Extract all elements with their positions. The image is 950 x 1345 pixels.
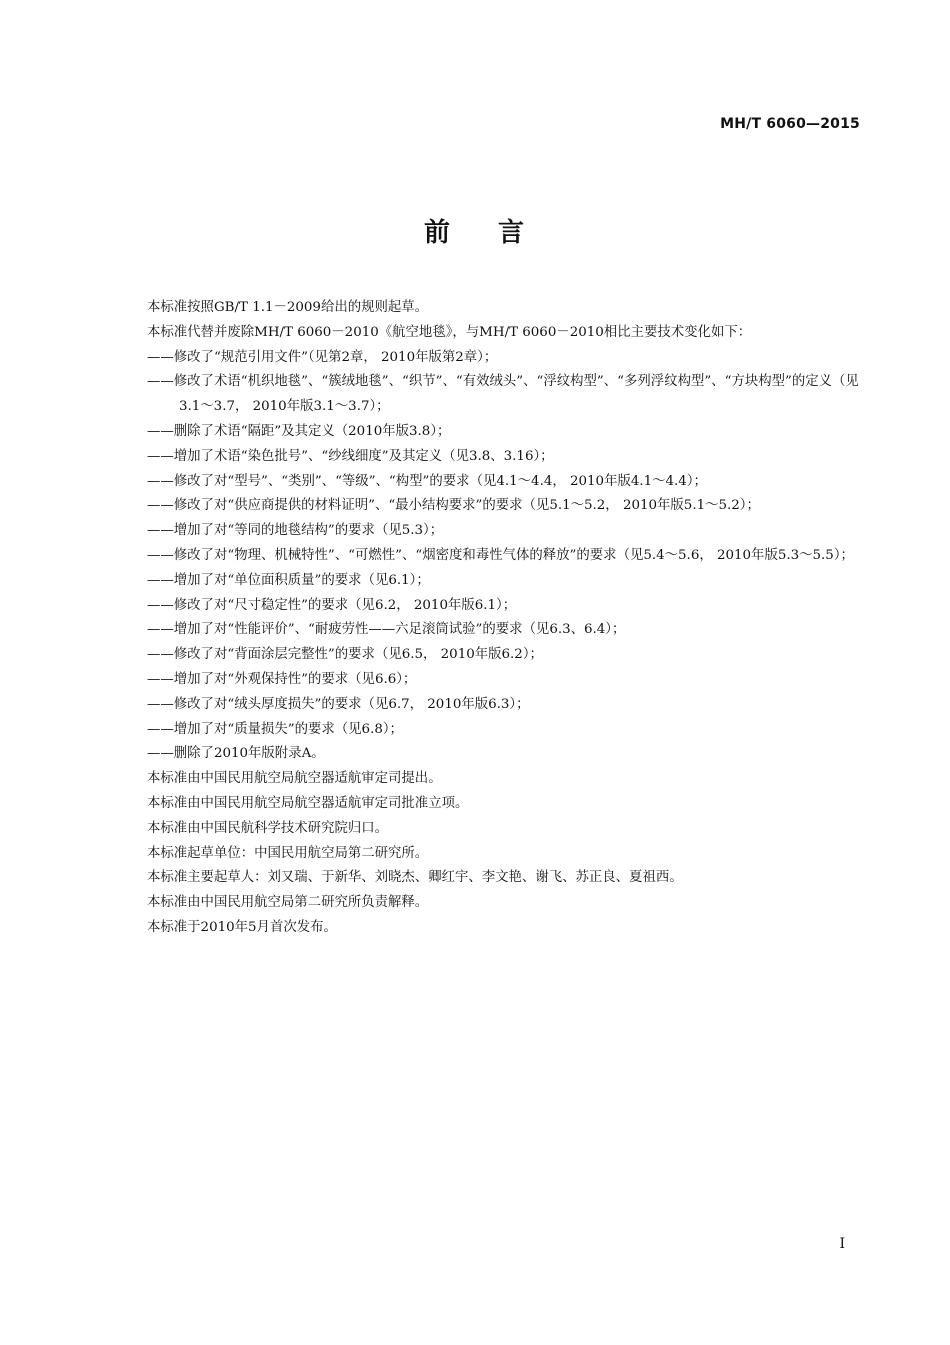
centralization-paragraph: 本标准由中国民航科学技术研究院归口。 xyxy=(147,820,389,836)
change-item: ——增加了术语“染色批号”、“纱线细度”及其定义（见3.8、3.16）； xyxy=(147,448,554,464)
change-item: ——增加了对“单位面积质量”的要求（见6.1）； xyxy=(147,572,430,588)
change-item: ——删除了术语“隔距”及其定义（2010年版3.8）； xyxy=(147,423,451,439)
drafting-rules-paragraph: 本标准按照GB/T 1.1－2009给出的规则起草。 xyxy=(147,300,429,315)
change-item: ——删除了2010年版附录A。 xyxy=(147,746,325,762)
first-release-paragraph: 本标准于2010年5月首次发布。 xyxy=(147,919,337,935)
approval-paragraph: 本标准由中国民用航空局航空器适航审定司批准立项。 xyxy=(147,795,469,811)
drafting-unit-paragraph: 本标准起草单位：中国民用航空局第二研究所。 xyxy=(147,845,429,861)
page-number: I xyxy=(839,1236,845,1252)
change-item: ——增加了对“等同的地毯结构”的要求（见5.3）； xyxy=(147,523,444,539)
change-item: ——修改了对“型号”、“类别”、“等级”、“构型”的要求（见4.1～4.4， 2010年版4.1～4.4）； xyxy=(147,473,707,489)
document-code: MH/T 6060—2015 xyxy=(720,116,860,132)
drafters-paragraph: 本标准主要起草人：刘又瑞、于新华、刘晓杰、卿红宇、李文艳、谢飞、苏正良、夏祖西。 xyxy=(147,870,683,886)
change-item: ——修改了对“背面涂层完整性”的要求（见6.5， 2010年版6.2）； xyxy=(147,647,543,663)
proposer-paragraph: 本标准由中国民用航空局航空器适航审定司提出。 xyxy=(147,771,442,787)
change-item: ——修改了术语“机织地毯”、“簇绒地毯”、“织节”、“有效绒头”、“浮纹构型”、“多列浮纹构型”、“方块构型”的定义（见3.1～3.7， 2010年版3.1～3.7）； xyxy=(147,374,859,415)
change-item: ——修改了对“供应商提供的材料证明”、“最小结构要求”的要求（见5.1～5.2， 2010年版5.1～5.2）； xyxy=(147,498,760,514)
change-item: ——增加了对“外观保持性”的要求（见6.6）； xyxy=(147,671,417,687)
change-item: ——增加了对“质量损失”的要求（见6.8）； xyxy=(147,721,403,737)
change-item: ——修改了对“绒头厚度损失”的要求（见6.7， 2010年版6.3）； xyxy=(147,696,530,712)
change-item: ——修改了“规范引用文件”（见第2章， 2010年版第2章）； xyxy=(147,349,498,365)
foreword-body xyxy=(147,296,865,941)
change-item: ——增加了对“性能评价”、“耐疲劳性——六足滚筒试验”的要求（见6.3、6.4）； xyxy=(147,622,626,638)
interpretation-paragraph: 本标准由中国民用航空局第二研究所负责解释。 xyxy=(147,895,429,911)
change-item: ——修改了对“尺寸稳定性”的要求（见6.2， 2010年版6.1）； xyxy=(147,597,517,613)
change-item: ——修改了对“物理、机械特性”、“可燃性”、“烟密度和毒性气体的释放”的要求（见5.4～5.6， 2010年版5.3～5.5）； xyxy=(147,547,854,563)
replacement-paragraph: 本标准代替并废除MH/T 6060－2010《航空地毯》，与MH/T 6060－2010相比主要技术变化如下： xyxy=(147,324,752,340)
title-char-1: 前 xyxy=(423,218,452,248)
page-title xyxy=(0,212,950,249)
title-char-2: 言 xyxy=(498,218,527,248)
